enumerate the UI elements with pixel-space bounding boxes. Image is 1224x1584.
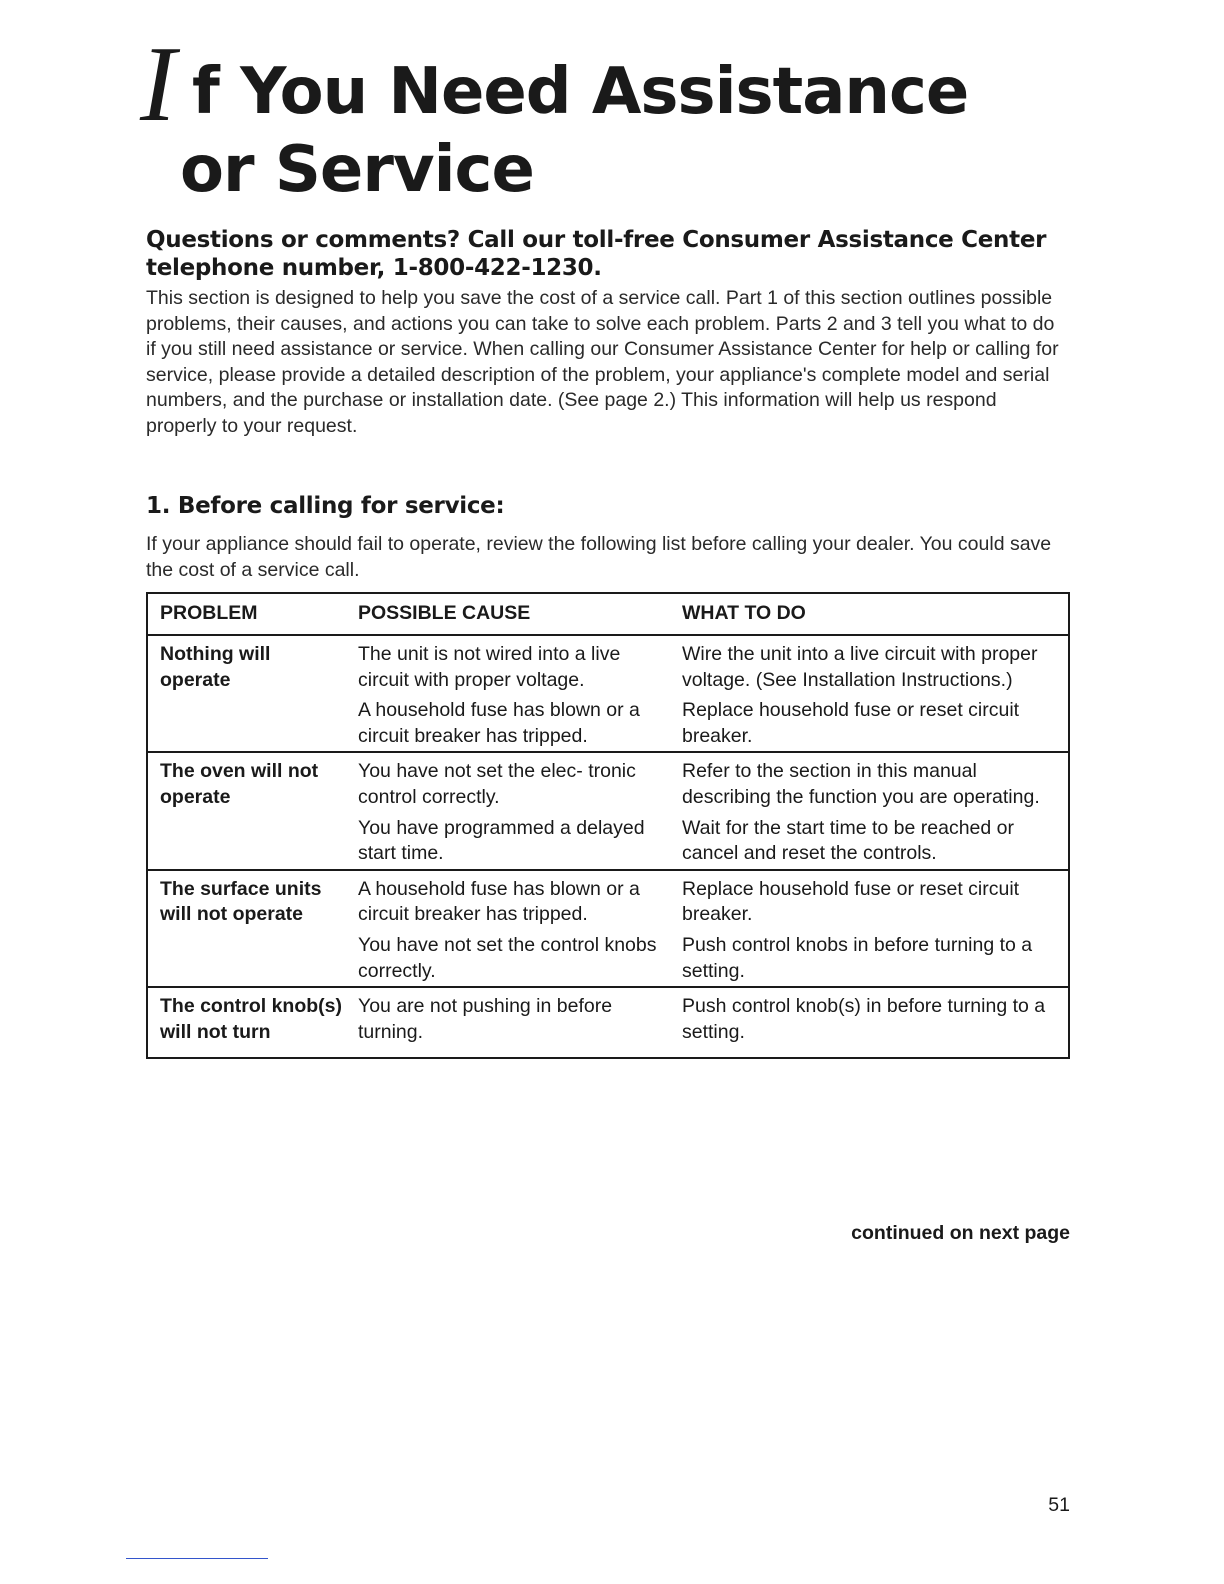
possible-cause-cell: You have not set the elec- tronic control correctly. (358, 760, 636, 808)
cause-action-pair (346, 698, 1068, 749)
cause-action-pair (346, 642, 1068, 693)
what-to-do-cell: Replace household fuse or reset circuit breaker. (682, 699, 1020, 747)
table-header-row (148, 594, 1068, 636)
section-heading: 1. Before calling for service: (146, 493, 505, 519)
page-number: 51 (1048, 1494, 1070, 1516)
cause-action-group (346, 988, 1068, 1045)
table-row (148, 871, 1068, 988)
cause-action-group (346, 753, 1068, 866)
problem-cell: The oven will not operate (160, 760, 319, 808)
continued-note: continued on next page (851, 1222, 1070, 1244)
question-heading: Questions or comments? Call our toll-free Consumer Assistance Center telephone number, 1-800-422-1230. (146, 227, 1047, 281)
cause-action-pair (346, 816, 1068, 867)
possible-cause-cell: The unit is not wired into a live circuit with proper voltage. (358, 643, 621, 691)
header-possible-cause: POSSIBLE CAUSE (358, 602, 531, 625)
table-row (148, 753, 1068, 870)
problem-cell: The surface units will not operate (160, 877, 322, 926)
footer-divider (126, 1558, 268, 1559)
problem-cell: The control knob(s) will not turn (160, 995, 342, 1043)
possible-cause-cell: You are not pushing in before turning. (358, 995, 613, 1043)
page-title (140, 25, 1040, 207)
possible-cause-cell: You have programmed a delayed start time. (358, 816, 645, 865)
what-to-do-cell: Replace household fuse or reset circuit breaker. (682, 877, 1020, 926)
title-line-2: or Service (180, 133, 534, 207)
possible-cause-cell: You have not set the control knobs correctly. (358, 933, 657, 982)
what-to-do-cell: Push control knob(s) in before turning to a setting. (682, 995, 1046, 1043)
title-line-1-text: f You Need Assistance (192, 55, 969, 129)
intro-paragraph: This section is designed to help you save the cost of a service call. Part 1 of this section outlines possible problems, their causes, and actions you can take to solve each problem. Parts 2 and 3 tell you what to do if you still need assistance or service. When calling our Consumer Assistance Center for help or calling for service, please provide a detailed description of the problem, your appliance's complete model and serial numbers, and the purchase or installation date. (See page 2.) This information will help us respond properly to your request. (146, 287, 1059, 437)
cause-action-pair (346, 877, 1068, 928)
header-what-to-do: WHAT TO DO (682, 602, 806, 625)
cause-action-pair (346, 994, 1068, 1045)
cause-action-group (346, 636, 1068, 749)
table-row (148, 636, 1068, 753)
section-intro: If your appliance should fail to operate, review the following list before calling your dealer. You could save the cost of a service call. (146, 533, 1052, 581)
what-to-do-cell: Refer to the section in this manual describing the function you are operating. (682, 760, 1040, 808)
possible-cause-cell: A household fuse has blown or a circuit breaker has tripped. (358, 699, 640, 747)
cause-action-pair (346, 759, 1068, 810)
header-problem: PROBLEM (160, 602, 258, 625)
troubleshooting-table (146, 592, 1070, 1059)
cause-action-pair (346, 933, 1068, 984)
title-line-1 (140, 25, 1040, 144)
title-drop-cap: I (140, 25, 176, 144)
table-row (148, 988, 1068, 1057)
what-to-do-cell: Wire the unit into a live circuit with proper voltage. (See Installation Instructions.) (682, 643, 1038, 691)
what-to-do-cell: Push control knobs in before turning to a setting. (682, 933, 1033, 982)
cause-action-group (346, 871, 1068, 984)
what-to-do-cell: Wait for the start time to be reached or cancel and reset the controls. (682, 816, 1015, 865)
problem-cell: Nothing will operate (160, 643, 271, 691)
possible-cause-cell: A household fuse has blown or a circuit breaker has tripped. (358, 877, 640, 926)
